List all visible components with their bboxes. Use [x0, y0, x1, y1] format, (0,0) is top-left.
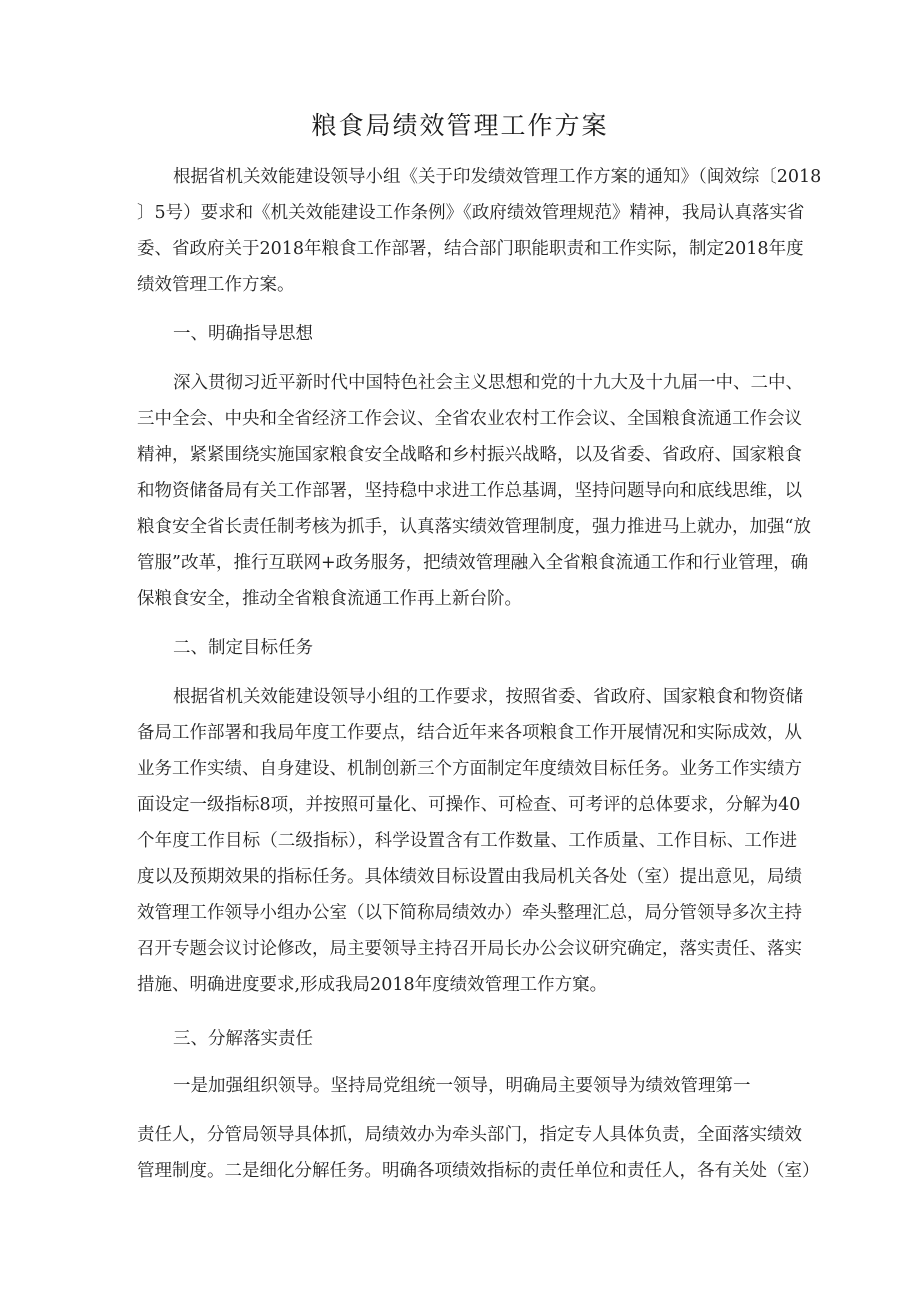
section-1-line-3: 精神，紧紧围绕实施国家粮食安全战略和乡村振兴战略，以及省委、省政府、国家粮食 [137, 445, 802, 465]
section-1-line-2: 三中全会、中央和全省经济工作会议、全省农业农村工作会议、全国粮食流通工作会议 [137, 409, 802, 429]
section-2-line-6: 度以及预期效果的指标任务。具体绩效目标设置由我局机关各处（室）提出意见，局绩 [137, 867, 802, 887]
intro-line-2: 〕5号）要求和《机关效能建设工作条例》《政府绩效管理规范》精神，我局认真落实省 [137, 203, 805, 223]
document-title: 粮食局绩效管理工作方案 [311, 111, 609, 140]
section-2-line-9: 措施、明确进度要求,形成我局2018年度绩效管理工作方窠。 [137, 975, 608, 995]
section-2-line-4: 面设定一级指标8项，并按照可量化、可操作、可检查、可考评的总体要求，分解为40 [137, 795, 801, 815]
section-2-line-1: 根据省机关效能建设领导小组的工作要求，按照省委、省政府、国家粮食和物资储 [173, 687, 803, 707]
section-2-line-5: 个年度工作目标（二级指标），科学设置含有工作数量、工作质量、工作目标、工作进 [137, 831, 797, 851]
section-3-heading: 三、分解落实责任 [173, 1029, 313, 1049]
section-1-heading: 一、明确指导思想 [173, 324, 313, 344]
section-2-heading: 二、制定目标任务 [173, 638, 313, 658]
section-1-line-1: 深入贯彻习近平新时代中国特色社会主义思想和党的十九大及十九届一中、二中、 [173, 373, 803, 393]
section-1-line-6: 管服”改革，推行互联网+政务服务，把绩效管理融入全省粮食流通工作和行业管理，确 [137, 553, 809, 573]
intro-line-1: 根据省机关效能建设领导小组《关于印发绩效管理工作方案的通知》（闽效综〔2018 [173, 167, 822, 187]
section-1-line-5: 粮食安全省长责任制考核为抓手，认真落实绩效管理制度，强力推进马上就办，加强“放 [137, 517, 811, 537]
section-2-line-7: 效管理工作领导小组办公室（以下简称局绩效办）牵头整理汇总，局分管领导多次主持 [137, 903, 802, 923]
intro-line-3: 委、省政府关于2018年粮食工作部署，结合部门职能职责和工作实际，制定2018年度 [137, 239, 804, 259]
section-3-line-1: 一是加强组织领导。坚持局党组统一领导，明确局主要领导为绩效管理第一 [173, 1076, 751, 1096]
section-1-line-7: 保粮食安全，推动全省粮食流通工作再上新台阶。 [137, 589, 522, 609]
section-2-line-3: 业务工作实绩、自身建设、机制创新三个方面制定年度绩效目标任务。业务工作实绩方 [137, 759, 802, 779]
section-3-line-2: 责任人，分管局领导具体抓，局绩效办为牵头部门，指定专人具体负责，全面落实绩效 [137, 1125, 802, 1145]
section-2-line-2: 备局工作部署和我局年度工作要点，结合近年来各项粮食工作开展情况和实际成效，从 [137, 723, 802, 743]
section-3-line-3: 管理制度。二是细化分解任务。明确各项绩效指标的责任单位和责任人，各有关处（室） [137, 1161, 820, 1181]
intro-line-4: 绩效管理工作方案。 [137, 275, 295, 295]
section-1-line-4: 和物资储备局有关工作部署，坚持稳中求进工作总基调，坚持问题导向和底线思维，以 [137, 481, 802, 501]
section-2-line-8: 召开专题会议讨论修改，局主要领导主持召开局长办公会议研究确定，落实责任、落实 [137, 939, 802, 959]
